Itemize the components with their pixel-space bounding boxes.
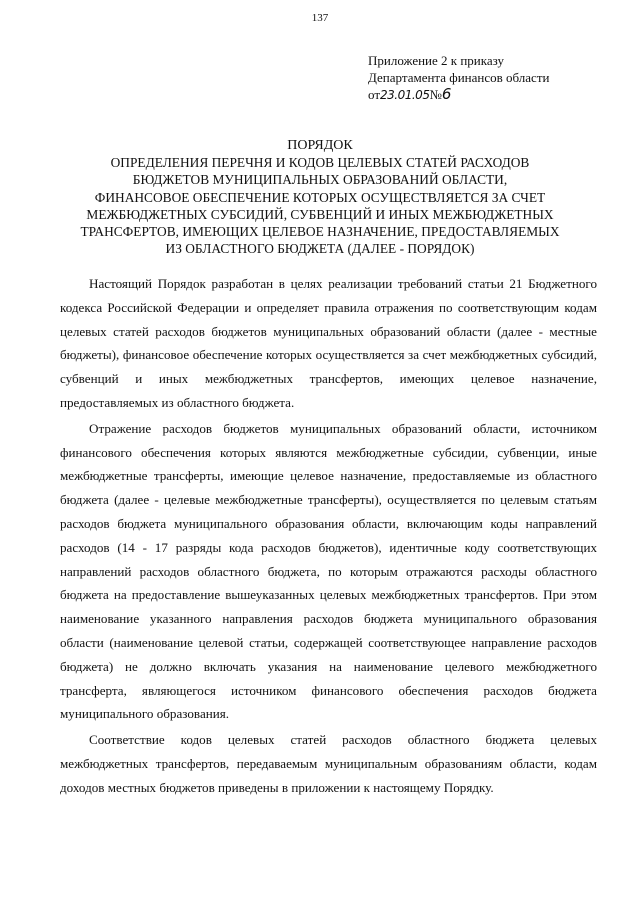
body-paragraph: Соответствие кодов целевых статей расходов областного бюджета целевых межбюджетных трансфертов, передаваемым муниципальным образованиям области, кодам доходов местных бюджетов приведены в приложении к настоящему Порядку.: [60, 732, 597, 795]
appendix-line-1: Приложение 2 к приказу: [368, 53, 505, 68]
title-line: БЮДЖЕТОВ МУНИЦИПАЛЬНЫХ ОБРАЗОВАНИЙ ОБЛАСТИ,: [132, 172, 508, 188]
handwritten-number: 6: [441, 85, 452, 103]
document-body: [60, 272, 597, 800]
page-number: 137: [311, 12, 329, 24]
appendix-date-line: [368, 86, 549, 104]
title-line: ТРАНСФЕРТОВ, ИМЕЮЩИХ ЦЕЛЕВОЕ НАЗНАЧЕНИЕ, ПРЕДОСТАВЛЯЕМЫХ: [80, 224, 560, 240]
title-heading: ПОРЯДОК: [287, 138, 353, 153]
body-paragraph: Отражение расходов бюджетов муниципальных образований области, источником финансового обеспечения которых являются межбюджетные субсидии, субвенции, иные межбюджетные трансферты, имеющие целевое назначение, предоставляемые из областного бюджета (далее - целевые межбюджетные трансферты), осуществляется по целевым статьям расходов бюджета муниципального образования области, включающим коды направлений расходов (14 - 17 разряды кода расходов бюджетов), идентичные коду соответствующих направлений расходов областного бюджета, по которым отражаются расходы областного бюджета на предоставление вышеуказанных целевых межбюджетных трансфертов. При этом наименование указанного направления расходов бюджета муниципального образования области (наименование целевой статьи, содержащей соответствующее направление расходов бюджета) не должно включать указания на наименование целевого межбюджетного трансферта, являющегося источником финансового обеспечения расходов бюджета муниципального образования.: [60, 420, 597, 722]
number-prefix: №: [429, 87, 442, 102]
document-title: [40, 137, 600, 257]
title-line: ФИНАНСОВОЕ ОБЕСПЕЧЕНИЕ КОТОРЫХ ОСУЩЕСТВЛЯЕТСЯ ЗА СЧЕТ: [94, 189, 546, 205]
appendix-reference: [368, 52, 549, 104]
title-line: ОПРЕДЕЛЕНИЯ ПЕРЕЧНЯ И КОДОВ ЦЕЛЕВЫХ СТАТЕЙ РАСХОДОВ: [110, 155, 530, 171]
title-line: ИЗ ОБЛАСТНОГО БЮДЖЕТА (ДАЛЕЕ - ПОРЯДОК): [165, 241, 475, 257]
date-prefix: от: [368, 87, 381, 102]
handwritten-date: 23.01.05: [380, 88, 430, 102]
body-paragraph: Настоящий Порядок разработан в целях реализации требований статьи 21 Бюджетного кодекса Российской Федерации и определяет правила отражения по соответствующим кодам целевых статей расходов бюджетов муниципальных образований области (далее - местные бюджеты), финансовое обеспечение которых осуществляется за счет межбюджетных субсидий, субвенций и иных межбюджетных трансфертов, имеющих целевое назначение, предоставляемых из областного бюджета.: [60, 276, 597, 410]
appendix-line-2: Департамента финансов области: [368, 70, 550, 85]
title-line: МЕЖБЮДЖЕТНЫХ СУБСИДИЙ, СУБВЕНЦИЙ И ИНЫХ МЕЖБЮДЖЕТНЫХ: [86, 206, 554, 222]
